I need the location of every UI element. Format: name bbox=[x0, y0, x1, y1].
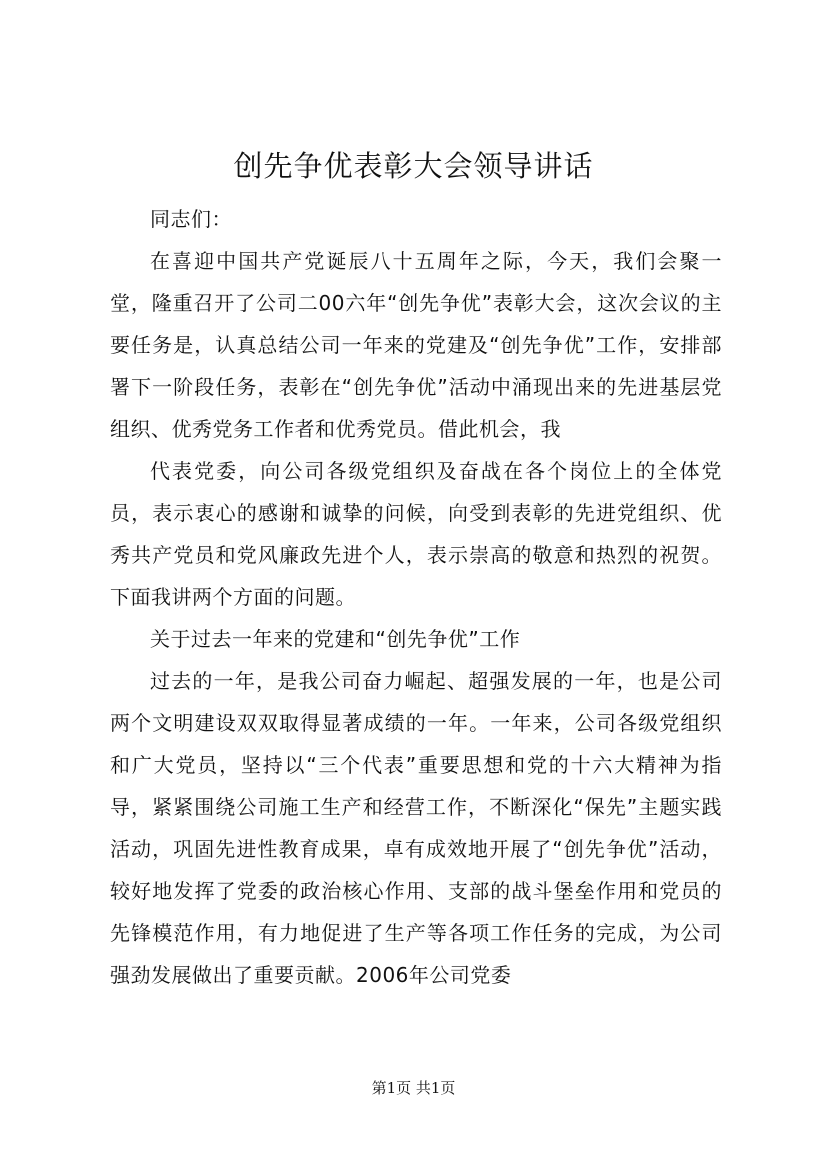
document-title: 创先争优表彰大会领导讲话 bbox=[233, 149, 594, 183]
body-paragraph: 在喜迎中国共产党诞辰八十五周年之际，今天，我们会聚一堂，隆重召开了公司二00六年“创先争优”表彰大会，这次会议的主要任务是，认真总结公司一年来的党建及“创先争优”工作，安排部署下一阶段任务，表彰在“创先争优”活动中涌现出来的先进基层党组织、优秀党务工作者和优秀党员。借此机会，我 bbox=[110, 249, 722, 441]
body-paragraph: 过去的一年，是我公司奋力崛起、超强发展的一年，也是公司两个文明建设双双取得显著成绩的一年。一年来，公司各级党组织和广大党员，坚持以“三个代表”重要思想和党的十六大精神为指导，紧紧围绕公司施工生产和经营工作，不断深化“保先”主题实践活动，巩固先进性教育成果，卓有成效地开展了“创先争优”活动，较好地发挥了党委的政治核心作用、支部的战斗堡垒作用和党员的先锋模范作用，有力地促进了生产等各项工作任务的完成，为公司强劲发展做出了重要贡献。2006年公司党委 bbox=[110, 669, 722, 987]
salutation-paragraph: 同志们： bbox=[150, 207, 232, 231]
document-body bbox=[110, 198, 722, 996]
body-paragraph: 代表党委，向公司各级党组织及奋战在各个岗位上的全体党员，表示衷心的感谢和诚挚的问候，向受到表彰的先进党组织、优秀共产党员和党风廉政先进个人，表示崇高的敬意和热烈的祝贺。下面我讲两个方面的问题。 bbox=[110, 459, 722, 609]
page-number-footer: 第1页 共1页 bbox=[371, 1079, 456, 1097]
section-heading: 关于过去一年来的党建和“创先争优”工作 bbox=[150, 627, 521, 651]
